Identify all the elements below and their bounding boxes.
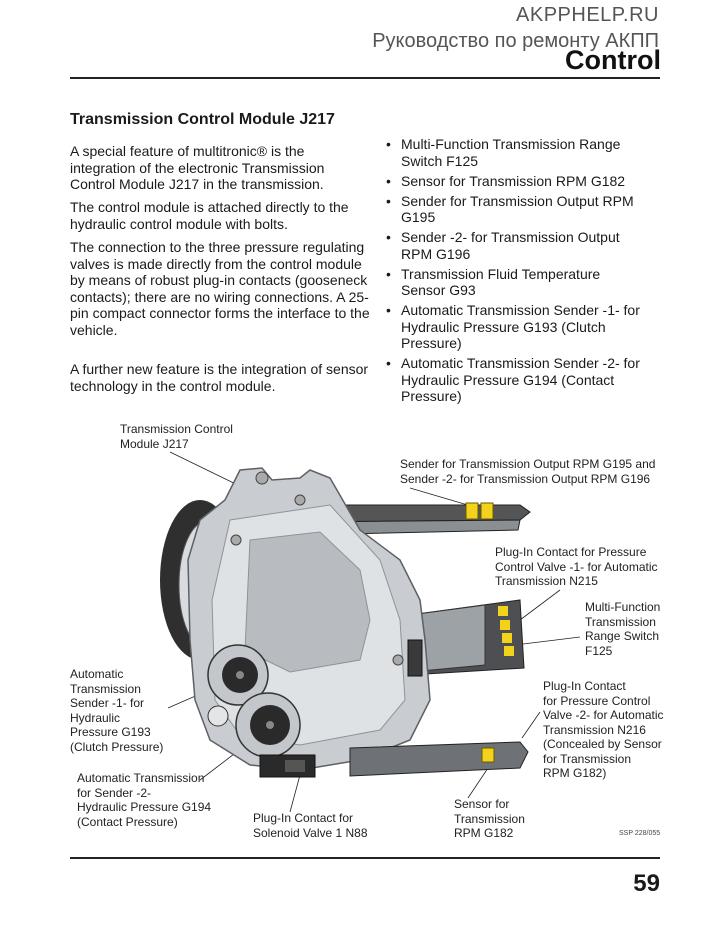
paragraph-1: A special feature of multitronic® is the integration of the electronic Transmission Control Module J217 in the transmission. (70, 143, 325, 192)
n88-pin (285, 760, 305, 772)
paragraph-2: The control module is attached directly to the hydraulic control module with bolts. (70, 199, 349, 232)
boss-circle (208, 706, 228, 726)
callout-n215: Plug-In Contact for Pressure Control Valve -1- for Automatic Transmission N215 (495, 545, 658, 588)
page-number: 59 (633, 870, 660, 897)
n215-connector (408, 640, 422, 676)
bullet-marker: • (386, 302, 391, 318)
site-watermark: AKPPHELP.RU (516, 4, 659, 26)
manual-title: Руководство по ремонту АКПП (372, 30, 659, 52)
callout-n216: Plug-In Contact for Pressure Control Valve -2- for Automatic Transmission N216 (Concealed by Sensor for Transmission RPM G182) (543, 679, 664, 780)
bullet-marker: • (386, 136, 391, 152)
callout-tcm: Transmission Control Module J217 (120, 422, 233, 451)
feature-text: Sensor for Transmission RPM G182 (401, 172, 626, 189)
callout-g193: Automatic Transmission Sender -1- for Hydraulic Pressure G193 (Clutch Pressure) (70, 667, 164, 754)
callout-g182: Sensor for Transmission RPM G182 (454, 797, 525, 840)
chapter-title: Control (565, 45, 661, 75)
callout-g194: Automatic Transmission for Sender -2- Hydraulic Pressure G194 (Contact Pressure) (77, 771, 212, 829)
feature-text: Transmission Fluid Temperature Sensor G93 (401, 265, 601, 298)
paragraph-3: The connection to the three pressure regulating valves is made directly from the control module by means of robust plug-in contacts (gooseneck contacts); there are no wiring connections. A 25-pin compact connector forms the interface to the vehicle. (70, 239, 370, 338)
callout-f125: Multi-Function Transmission Range Switch F125 (585, 600, 661, 658)
figure-code: SSP 228/055 (619, 830, 661, 837)
footer-rule (70, 857, 660, 859)
bullet-marker: • (386, 355, 391, 371)
feature-text: Sender -2- for Transmission Output RPM G196 (401, 229, 620, 262)
bullet-marker: • (386, 229, 391, 245)
callout-n88: Plug-In Contact for Solenoid Valve 1 N88 (253, 811, 368, 840)
bullet-marker: • (386, 265, 391, 282)
feature-text: Automatic Transmission Sender -2- for Hydraulic Pressure G194 (Contact Pressure) (401, 355, 640, 404)
feature-text: Automatic Transmission Sender -1- for Hydraulic Pressure G193 (Clutch Pressure) (401, 302, 640, 351)
feature-text: Multi-Function Transmission Range Switch F125 (401, 136, 621, 169)
bullet-marker: • (386, 192, 391, 209)
feature-text: Sender for Transmission Output RPM G195 (401, 192, 634, 225)
pressure-sender-g194 (236, 693, 300, 757)
section-title: Transmission Control Module J217 (70, 111, 335, 128)
paragraph-4: A further new feature is the integration of sensor technology in the control module. (70, 361, 369, 394)
bullet-marker: • (386, 172, 391, 189)
callout-output-rpm: Sender for Transmission Output RPM G195 and Sender -2- for Transmission Output RPM G196 (400, 457, 656, 486)
rpm-sensor-rail (350, 742, 528, 776)
